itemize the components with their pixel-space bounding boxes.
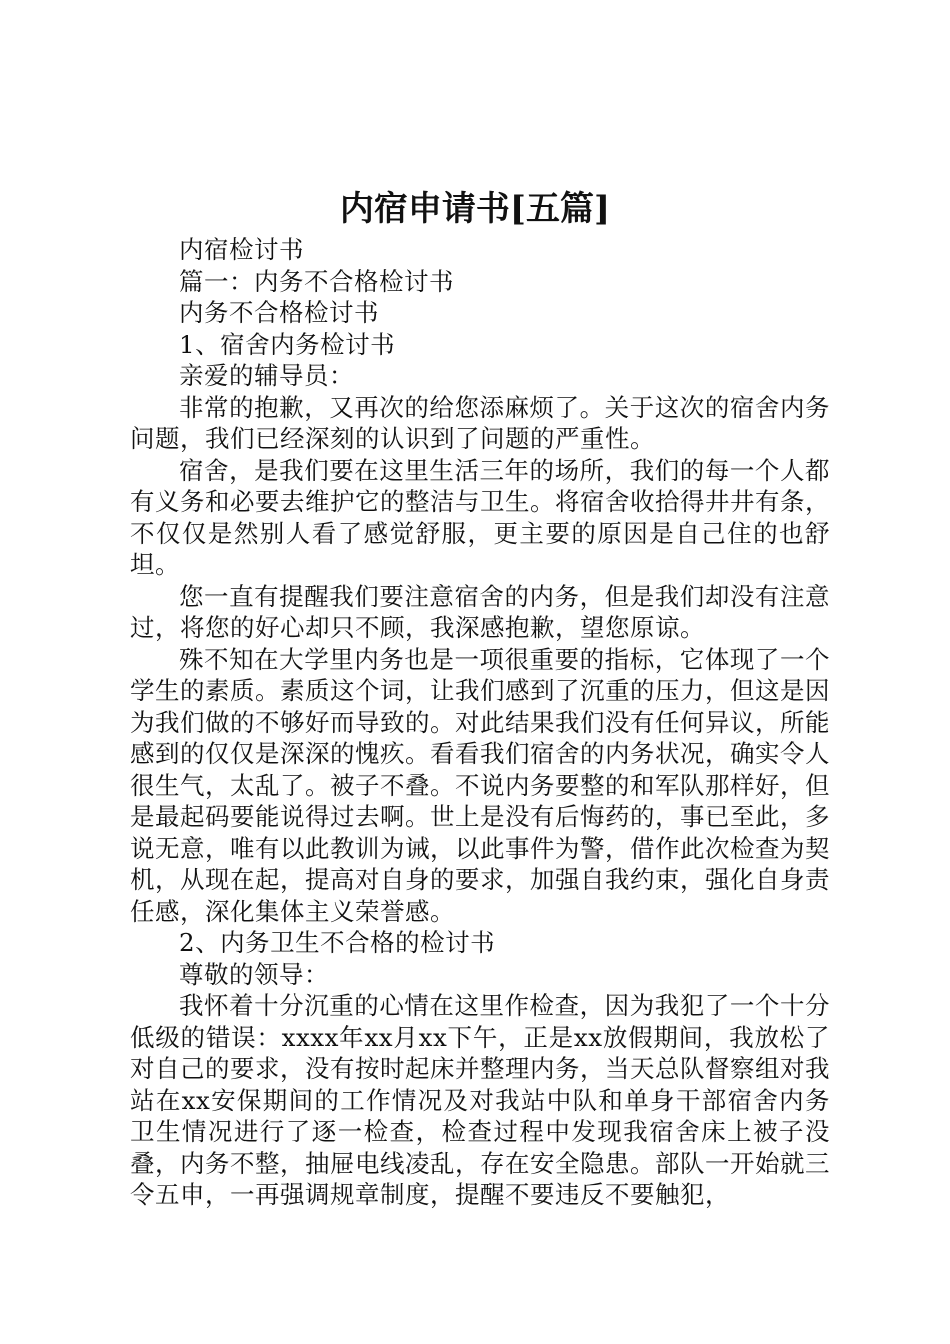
paragraph-item-title: 1、宿舍内务检讨书 xyxy=(179,329,396,359)
paragraph: 我怀着十分沉重的心情在这里作检查，因为我犯了一个十分低级的错误：xxxx年xx月xx下午，正是xx放假期间，我放松了对自己的要求，没有按时起床并整理内务，当天总队督察组对我站在xx安保期间的工作情况及对我站中队和单身干部宿舍内务卫生情况进行了逐一检查，检查过程中发现我宿舍床上被子没叠，内务不整，抽屉电线凌乱，存在安全隐患。部队一开始就三令五申，一再强调规章制度，提醒不要违反不要触犯， xyxy=(130,991,830,1209)
paragraph-subtitle: 内务不合格检讨书 xyxy=(179,298,379,327)
paragraph: 宿舍，是我们要在这里生活三年的场所，我们的每一个人都有义务和必要去维护它的整洁与卫生。将宿舍收拾得井井有条，不仅仅是然别人看了感觉舒服，更主要的原因是自己住的也舒坦。 xyxy=(130,455,830,579)
paragraph-item-title: 2、内务卫生不合格的检讨书 xyxy=(179,928,496,957)
paragraph-salutation: 亲爱的辅导员： xyxy=(179,361,354,390)
paragraph-salutation: 尊敬的领导： xyxy=(179,959,329,989)
paragraph-heading: 内宿检讨书 xyxy=(179,235,304,264)
paragraph: 您一直有提醒我们要注意宿舍的内务，但是我们却没有注意过，将您的好心却只不顾，我深感抱歉，望您原谅。 xyxy=(130,581,830,642)
document-title: 内宿申请书[五篇] xyxy=(339,189,611,229)
paragraph: 殊不知在大学里内务也是一项很重要的指标，它体现了一个学生的素质。素质这个词，让我们感到了沉重的压力，但这是因为我们做的不够好而导致的。对此结果我们没有任何异议，所能感到的仅仅是深深的愧疚。看看我们宿舍的内务状况，确实令人很生气，太乱了。被子不叠。不说内务要整的和军队那样好，但是最起码要能说得过去啊。世上是没有后悔药的，事已至此，多说无意，唯有以此教训为诫，以此事件为警，借作此次检查为契机，从现在起，提高对自身的要求，加强自我约束，强化自身责任感，深化集体主义荣誉感。 xyxy=(130,644,830,926)
paragraph-section-title: 篇一：内务不合格检讨书 xyxy=(179,266,454,296)
paragraph: 非常的抱歉，又再次的给您添麻烦了。关于这次的宿舍内务问题，我们已经深刻的认识到了问题的严重性。 xyxy=(130,392,830,453)
document-body xyxy=(130,234,830,1211)
